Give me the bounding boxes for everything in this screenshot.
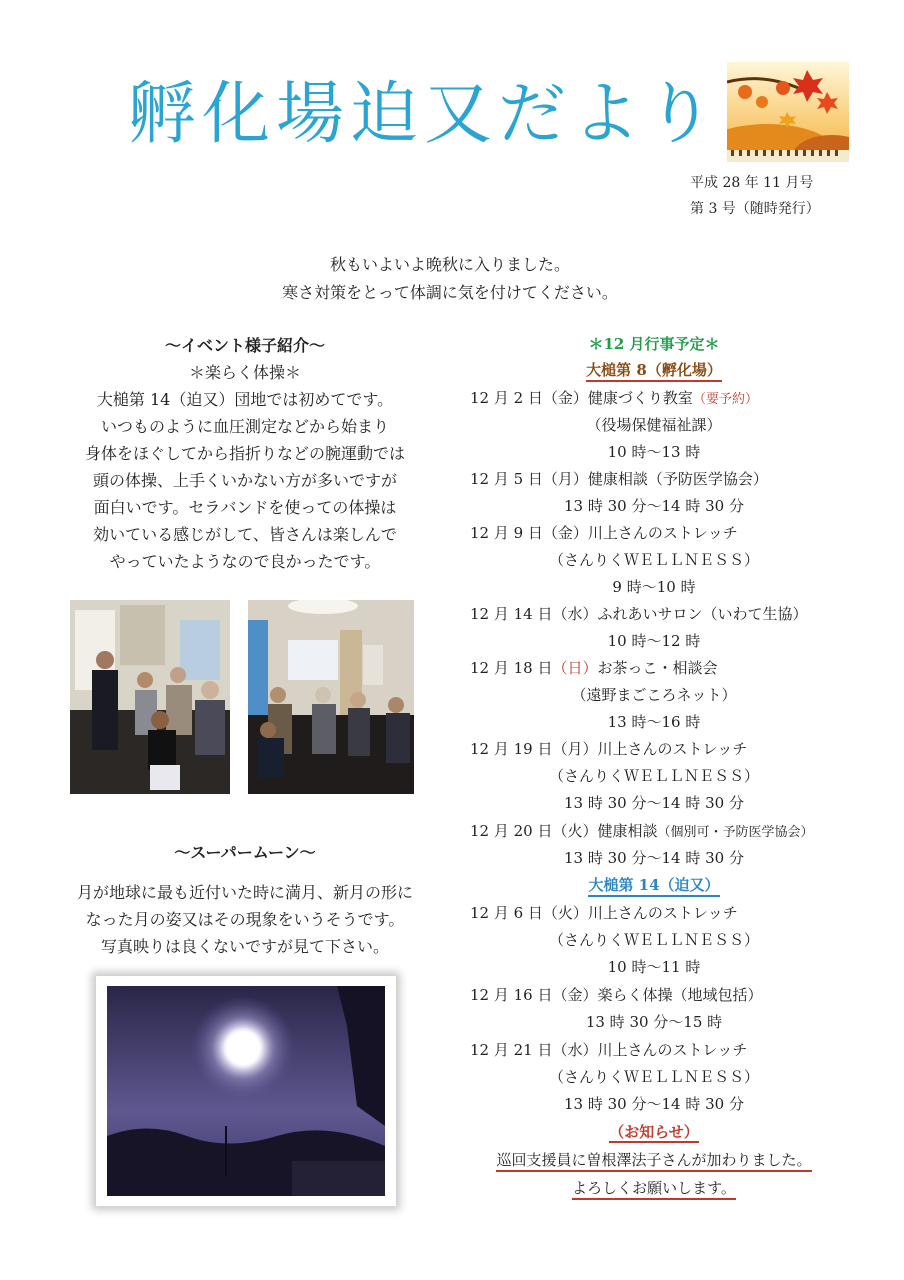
newsletter-title: 孵化場迫又だより — [128, 75, 721, 154]
schedule-title: ＊12 月行事予定＊ — [588, 335, 720, 353]
event-day-sunday: （日） — [552, 659, 598, 677]
exercise-photo-1 — [70, 600, 230, 794]
issue-date: 平成 28 年 11 月号 — [690, 175, 814, 191]
event-time: 10 時～11 時 — [607, 958, 701, 976]
supermoon-text-line: なった月の姿又はその現象をいうそうです。 — [85, 910, 405, 929]
event-title: 12 月 19 日（月）川上さんのストレッチ — [470, 740, 748, 758]
notice-line-2 — [450, 1177, 858, 1198]
group2-heading-text: 大槌第 14（迫又） — [588, 876, 719, 897]
notice-heading-text: （お知らせ） — [609, 1123, 699, 1141]
event-time: 13 時 30 分～14 時 30 分 — [564, 1095, 744, 1113]
event-title: 12 月 6 日（火）川上さんのストレッチ — [470, 904, 738, 922]
schedule-event-line — [470, 657, 860, 678]
event-title: 12 月 20 日（火）健康相談 — [470, 822, 658, 840]
event-note: （個別可・予防医学協会） — [657, 825, 814, 840]
event-text-line: 身体をほぐしてから指折りなどの腕運動では — [84, 444, 405, 463]
notice-line-1 — [450, 1149, 858, 1170]
supermoon-photo-frame — [96, 976, 396, 1206]
supermoon-section-title: ～スーパームーン～ — [174, 843, 316, 862]
event-time: 10 時～13 時 — [607, 443, 701, 461]
group2-heading — [450, 874, 858, 895]
event-time: 10 時～12 時 — [607, 632, 701, 650]
event-text-line: 効いている感じがして、皆さんは楽しんで — [93, 525, 397, 544]
event-title: お茶っこ・相談会 — [597, 659, 718, 677]
event-title: 12 月 9 日（金）川上さんのストレッチ — [470, 524, 738, 542]
notice-heading — [450, 1121, 858, 1142]
event-text-line: 頭の体操、上手くいかない方が多いですが — [92, 471, 397, 490]
event-text-line: 面白いです。セラバンドを使っての体操は — [93, 498, 397, 517]
event-time: 13 時 30 分～14 時 30 分 — [564, 497, 744, 515]
reservation-note: （要予約） — [692, 392, 758, 407]
event-section-title: ～イベント様子紹介～ — [164, 336, 325, 355]
group1-heading — [450, 359, 858, 380]
autumn-leaves-illustration — [727, 62, 849, 162]
event-date: 12 月 18 日 — [470, 659, 553, 677]
event-title: 12 月 2 日（金）健康づくり教室 — [470, 389, 693, 407]
event-organizer: （さんりくＷＥＬＬＮＥＳＳ） — [548, 1068, 759, 1086]
greeting-line-2: 寒さ対策をとって体調に気を付けてください。 — [282, 283, 618, 302]
event-time: 9 時～10 時 — [612, 578, 696, 596]
event-title: 12 月 16 日（金）楽らく体操（地域包括） — [470, 986, 763, 1004]
supermoon-text-line: 写真映りは良くないですが見て下さい。 — [100, 937, 389, 956]
event-organizer: （役場保健福祉課） — [586, 416, 722, 434]
schedule-event-line — [470, 820, 860, 841]
event-organizer: （遠野まごころネット） — [571, 686, 737, 704]
event-time: 13 時 30 分～15 時 — [585, 1013, 723, 1031]
event-time: 13 時 30 分～14 時 30 分 — [564, 849, 744, 867]
group1-heading-text: 大槌第 8（孵化場） — [586, 361, 722, 382]
greeting-line-1: 秋もいよいよ晩秋に入りました。 — [329, 255, 570, 274]
notice-text: よろしくお願いします。 — [572, 1179, 736, 1200]
notice-text: 巡回支援員に曽根澤法子さんが加わりました。 — [496, 1151, 811, 1172]
event-organizer: （さんりくＷＥＬＬＮＥＳＳ） — [548, 931, 759, 949]
event-organizer: （さんりくＷＥＬＬＮＥＳＳ） — [548, 551, 759, 569]
exercise-photo-2 — [248, 600, 414, 794]
event-organizer: （さんりくＷＥＬＬＮＥＳＳ） — [548, 767, 759, 785]
event-text-line: 大槌第 14（迫又）団地では初めてです。 — [96, 390, 394, 409]
supermoon-photo — [107, 986, 385, 1196]
event-title: 12 月 21 日（水）川上さんのストレッチ — [470, 1041, 748, 1059]
event-time: 13 時 30 分～14 時 30 分 — [564, 794, 744, 812]
issue-number: 第 3 号（随時発行） — [690, 201, 820, 217]
supermoon-text-line: 月が地球に最も近付いた時に満月、新月の形に — [76, 883, 413, 902]
event-text-line: やっていたようなので良かったです。 — [109, 552, 381, 571]
event-time: 13 時～16 時 — [607, 713, 701, 731]
event-text-line: いつものように血圧測定などから始まり — [100, 417, 389, 436]
event-title: 12 月 5 日（月）健康相談（予防医学協会） — [470, 470, 768, 488]
schedule-event-line — [470, 387, 860, 408]
event-title: 12 月 14 日（水）ふれあいサロン（いわて生協） — [470, 605, 808, 623]
event-subtitle: ＊楽らく体操＊ — [188, 363, 301, 382]
